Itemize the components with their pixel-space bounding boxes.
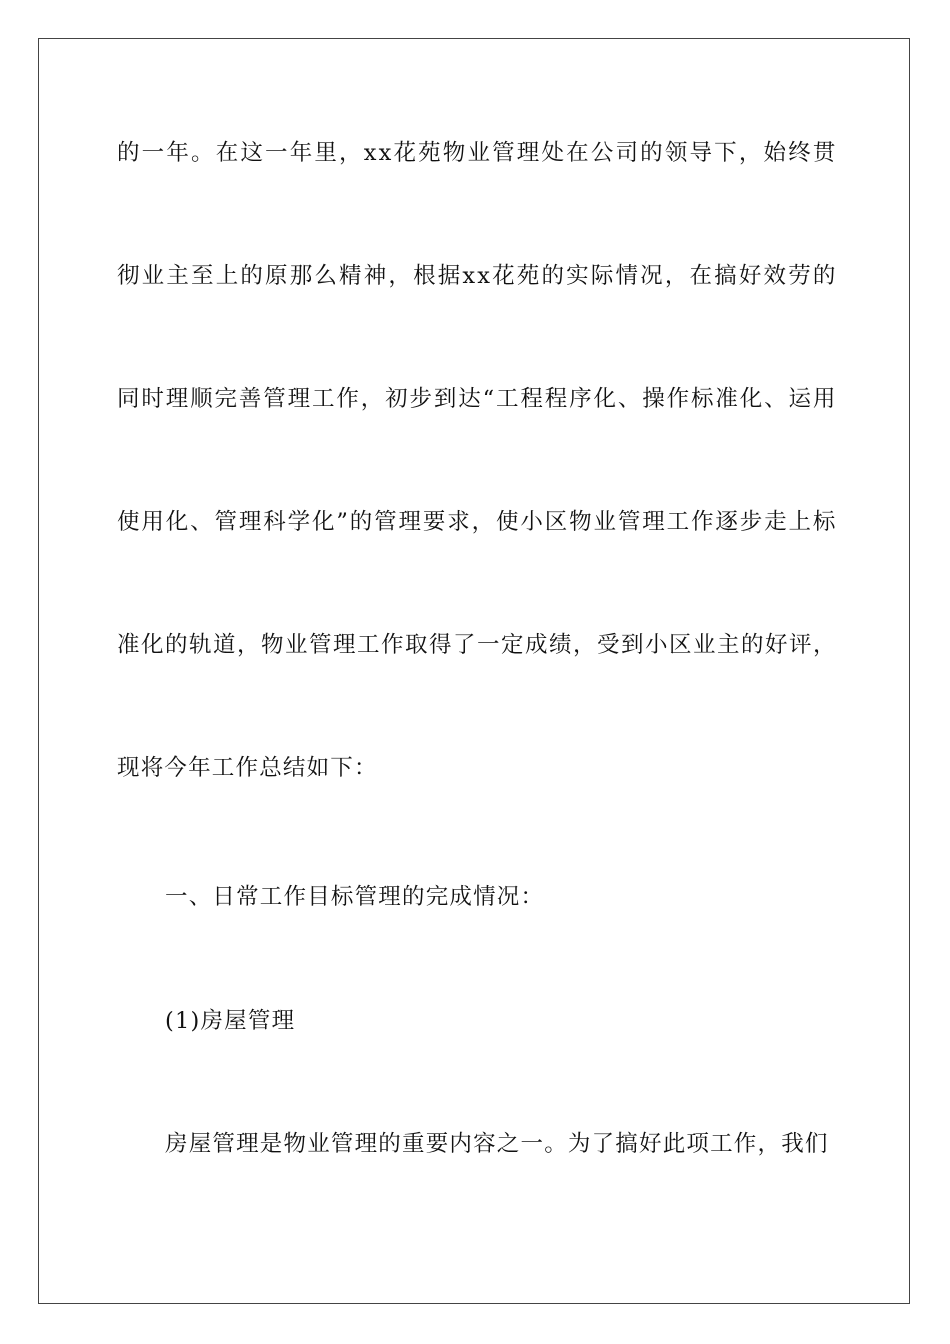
body-line-1: 的 一 年 。 在 这 一 年 里 ， x x 花 苑 物 业 管 理 处 在 公 司 的 领 导 下 ， 始 终 贯 bbox=[117, 140, 837, 166]
body-line-5: 准 化 的 轨 道 ， 物 业 管 理 工 作 取 得 了 一 定 成 绩 ， 受 到 小 区 业 主 的 好 评 ， bbox=[117, 632, 837, 658]
document-page bbox=[38, 38, 910, 1304]
body-line-6: 现将今年工作总结如下： bbox=[117, 755, 378, 781]
body-line-4: 使 用 化 、 管 理 科 学 化 ” 的 管 理 要 求 ， 使 小 区 物 业 管 理 工 作 逐 步 走 上 标 bbox=[117, 509, 837, 535]
body-line-2: 彻 业 主 至 上 的 原 那 么 精 神 ， 根 据 x x 花 苑 的 实 际 情 况 ， 在 搞 好 效 劳 的 bbox=[117, 263, 837, 289]
body-line-7: 房屋管理是物业管理的重要内容之一。为了搞好此项工作，我们 bbox=[165, 1131, 829, 1157]
body-line-3: 同 时 理 顺 完 善 管 理 工 作 ， 初 步 到 达 “ 工 程 程 序 化 、 操 作 标 准 化 、 运 用 bbox=[117, 386, 837, 412]
section-heading: 一、日常工作目标管理的完成情况： bbox=[165, 884, 545, 910]
subsection-heading: (1)房屋管理 bbox=[165, 1008, 296, 1034]
